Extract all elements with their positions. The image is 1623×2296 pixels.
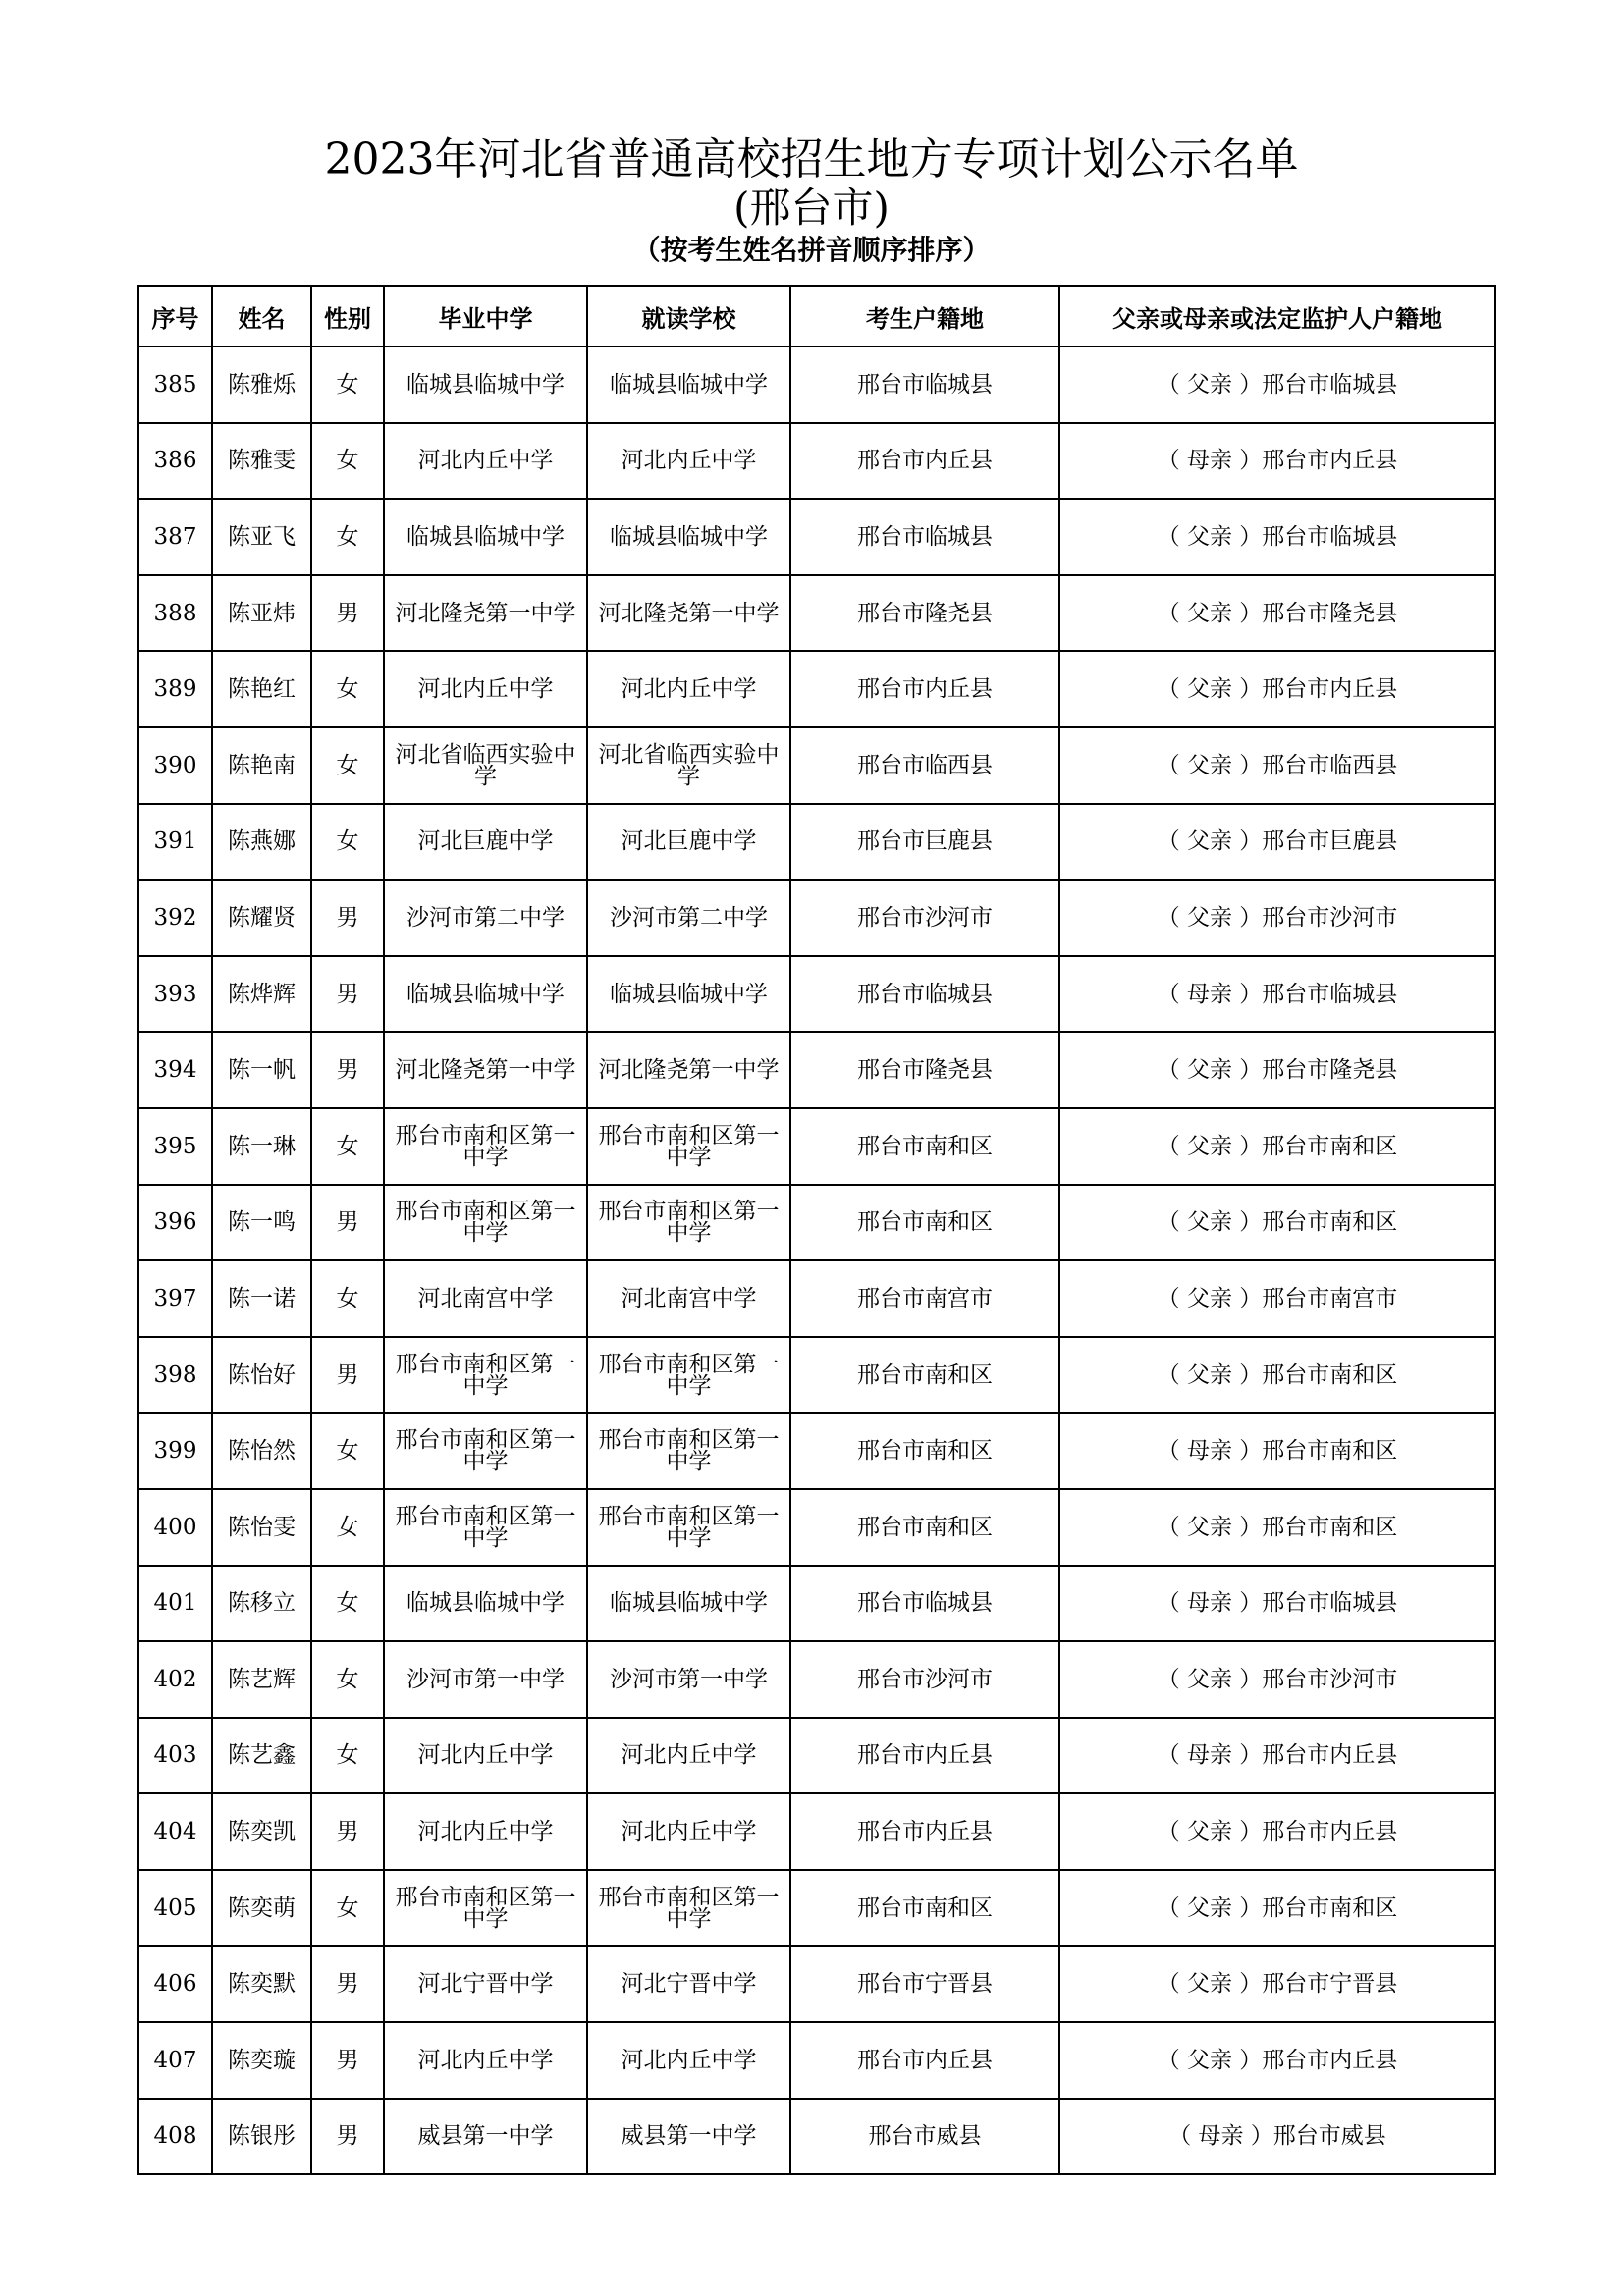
cell-seq: 405 bbox=[138, 1870, 212, 1947]
cell-hukou: 邢台市南和区 bbox=[790, 1337, 1059, 1414]
cell-guardian-hukou: （ 母亲 ）邢台市威县 bbox=[1059, 2099, 1495, 2175]
cell-guardian-hukou: （ 父亲 ）邢台市临西县 bbox=[1059, 727, 1495, 804]
cell-name: 陈一诺 bbox=[212, 1260, 311, 1337]
cell-seq: 385 bbox=[138, 347, 212, 423]
roster-table bbox=[137, 285, 1496, 2175]
cell-name: 陈一鸣 bbox=[212, 1185, 311, 1261]
cell-hukou: 邢台市沙河市 bbox=[790, 1641, 1059, 1718]
cell-gender: 男 bbox=[311, 1946, 384, 2022]
cell-seq: 400 bbox=[138, 1489, 212, 1566]
cell-gender: 女 bbox=[311, 1870, 384, 1947]
cell-grad-school: 威县第一中学 bbox=[384, 2099, 587, 2175]
cell-hukou: 邢台市内丘县 bbox=[790, 651, 1059, 727]
cell-hukou: 邢台市内丘县 bbox=[790, 2022, 1059, 2099]
table-row bbox=[138, 804, 1495, 881]
cell-current-school: 邢台市南和区第一中学 bbox=[587, 1489, 790, 1566]
table-row bbox=[138, 1566, 1495, 1642]
cell-grad-school: 河北内丘中学 bbox=[384, 423, 587, 500]
cell-gender: 女 bbox=[311, 1108, 384, 1185]
cell-guardian-hukou: （ 父亲 ）邢台市隆尧县 bbox=[1059, 1032, 1495, 1108]
cell-hukou: 邢台市南和区 bbox=[790, 1413, 1059, 1489]
cell-name: 陈艳红 bbox=[212, 651, 311, 727]
cell-gender: 男 bbox=[311, 1793, 384, 1870]
cell-current-school: 邢台市南和区第一中学 bbox=[587, 1185, 790, 1261]
cell-seq: 397 bbox=[138, 1260, 212, 1337]
cell-seq: 393 bbox=[138, 956, 212, 1033]
cell-guardian-hukou: （ 父亲 ）邢台市沙河市 bbox=[1059, 1641, 1495, 1718]
cell-name: 陈奕璇 bbox=[212, 2022, 311, 2099]
cell-hukou: 邢台市隆尧县 bbox=[790, 1032, 1059, 1108]
cell-guardian-hukou: （ 父亲 ）邢台市南和区 bbox=[1059, 1337, 1495, 1414]
cell-guardian-hukou: （ 父亲 ）邢台市南和区 bbox=[1059, 1108, 1495, 1185]
cell-hukou: 邢台市隆尧县 bbox=[790, 575, 1059, 652]
header-gender: 性别 bbox=[311, 286, 384, 347]
cell-seq: 389 bbox=[138, 651, 212, 727]
table-row bbox=[138, 880, 1495, 956]
cell-current-school: 河北隆尧第一中学 bbox=[587, 575, 790, 652]
cell-seq: 402 bbox=[138, 1641, 212, 1718]
cell-grad-school: 河北内丘中学 bbox=[384, 2022, 587, 2099]
cell-hukou: 邢台市内丘县 bbox=[790, 423, 1059, 500]
cell-gender: 男 bbox=[311, 2022, 384, 2099]
cell-gender: 女 bbox=[311, 1260, 384, 1337]
cell-grad-school: 河北隆尧第一中学 bbox=[384, 575, 587, 652]
cell-hukou: 邢台市宁晋县 bbox=[790, 1946, 1059, 2022]
cell-seq: 394 bbox=[138, 1032, 212, 1108]
cell-gender: 女 bbox=[311, 347, 384, 423]
cell-current-school: 临城县临城中学 bbox=[587, 1566, 790, 1642]
cell-name: 陈耀贤 bbox=[212, 880, 311, 956]
cell-guardian-hukou: （ 父亲 ）邢台市内丘县 bbox=[1059, 2022, 1495, 2099]
cell-current-school: 河北内丘中学 bbox=[587, 423, 790, 500]
table-header-row bbox=[138, 286, 1495, 347]
cell-current-school: 河北内丘中学 bbox=[587, 2022, 790, 2099]
table-row bbox=[138, 1489, 1495, 1566]
cell-name: 陈一琳 bbox=[212, 1108, 311, 1185]
cell-name: 陈艳南 bbox=[212, 727, 311, 804]
cell-hukou: 邢台市临城县 bbox=[790, 347, 1059, 423]
cell-hukou: 邢台市内丘县 bbox=[790, 1718, 1059, 1794]
cell-current-school: 沙河市第一中学 bbox=[587, 1641, 790, 1718]
cell-gender: 女 bbox=[311, 1566, 384, 1642]
cell-gender: 女 bbox=[311, 804, 384, 881]
cell-current-school: 河北内丘中学 bbox=[587, 651, 790, 727]
cell-name: 陈烨辉 bbox=[212, 956, 311, 1033]
cell-current-school: 邢台市南和区第一中学 bbox=[587, 1108, 790, 1185]
table-row bbox=[138, 1337, 1495, 1414]
cell-hukou: 邢台市临西县 bbox=[790, 727, 1059, 804]
cell-current-school: 邢台市南和区第一中学 bbox=[587, 1870, 790, 1947]
header-hukou: 考生户籍地 bbox=[790, 286, 1059, 347]
cell-hukou: 邢台市内丘县 bbox=[790, 1793, 1059, 1870]
table-row bbox=[138, 1260, 1495, 1337]
cell-grad-school: 河北省临西实验中学 bbox=[384, 727, 587, 804]
cell-gender: 女 bbox=[311, 1641, 384, 1718]
cell-current-school: 河北省临西实验中学 bbox=[587, 727, 790, 804]
cell-gender: 女 bbox=[311, 651, 384, 727]
cell-hukou: 邢台市南和区 bbox=[790, 1489, 1059, 1566]
cell-guardian-hukou: （ 父亲 ）邢台市临城县 bbox=[1059, 347, 1495, 423]
cell-hukou: 邢台市南和区 bbox=[790, 1185, 1059, 1261]
cell-name: 陈怡雯 bbox=[212, 1489, 311, 1566]
cell-grad-school: 邢台市南和区第一中学 bbox=[384, 1185, 587, 1261]
document-title: 2023年河北省普通高校招生地方专项计划公示名单 bbox=[324, 134, 1299, 185]
cell-grad-school: 沙河市第一中学 bbox=[384, 1641, 587, 1718]
cell-guardian-hukou: （ 父亲 ）邢台市巨鹿县 bbox=[1059, 804, 1495, 881]
cell-guardian-hukou: （ 父亲 ）邢台市内丘县 bbox=[1059, 651, 1495, 727]
cell-name: 陈燕娜 bbox=[212, 804, 311, 881]
cell-seq: 396 bbox=[138, 1185, 212, 1261]
cell-hukou: 邢台市南宫市 bbox=[790, 1260, 1059, 1337]
cell-gender: 女 bbox=[311, 499, 384, 575]
cell-current-school: 邢台市南和区第一中学 bbox=[587, 1413, 790, 1489]
document-subtitle: (邢台市) bbox=[733, 184, 890, 232]
cell-current-school: 河北内丘中学 bbox=[587, 1718, 790, 1794]
cell-guardian-hukou: （ 母亲 ）邢台市临城县 bbox=[1059, 1566, 1495, 1642]
table-row bbox=[138, 499, 1495, 575]
cell-current-school: 河北巨鹿中学 bbox=[587, 804, 790, 881]
table-row bbox=[138, 651, 1495, 727]
cell-current-school: 河北宁晋中学 bbox=[587, 1946, 790, 2022]
table-row bbox=[138, 1946, 1495, 2022]
table-row bbox=[138, 347, 1495, 423]
cell-name: 陈艺鑫 bbox=[212, 1718, 311, 1794]
cell-seq: 408 bbox=[138, 2099, 212, 2175]
table-row bbox=[138, 1185, 1495, 1261]
table-row bbox=[138, 1641, 1495, 1718]
cell-guardian-hukou: （ 父亲 ）邢台市宁晋县 bbox=[1059, 1946, 1495, 2022]
cell-current-school: 河北内丘中学 bbox=[587, 1793, 790, 1870]
table-row bbox=[138, 1718, 1495, 1794]
cell-gender: 女 bbox=[311, 727, 384, 804]
cell-guardian-hukou: （ 父亲 ）邢台市沙河市 bbox=[1059, 880, 1495, 956]
cell-grad-school: 临城县临城中学 bbox=[384, 956, 587, 1033]
cell-current-school: 临城县临城中学 bbox=[587, 347, 790, 423]
cell-seq: 406 bbox=[138, 1946, 212, 2022]
cell-grad-school: 邢台市南和区第一中学 bbox=[384, 1870, 587, 1947]
cell-hukou: 邢台市临城县 bbox=[790, 956, 1059, 1033]
cell-grad-school: 河北宁晋中学 bbox=[384, 1946, 587, 2022]
table-row bbox=[138, 1413, 1495, 1489]
header-guardian-hukou: 父亲或母亲或法定监护人户籍地 bbox=[1059, 286, 1495, 347]
cell-grad-school: 邢台市南和区第一中学 bbox=[384, 1337, 587, 1414]
table-row bbox=[138, 1108, 1495, 1185]
cell-seq: 403 bbox=[138, 1718, 212, 1794]
cell-grad-school: 临城县临城中学 bbox=[384, 347, 587, 423]
table-row bbox=[138, 1032, 1495, 1108]
cell-gender: 男 bbox=[311, 880, 384, 956]
cell-grad-school: 河北内丘中学 bbox=[384, 1793, 587, 1870]
table-row bbox=[138, 1793, 1495, 1870]
cell-grad-school: 邢台市南和区第一中学 bbox=[384, 1413, 587, 1489]
cell-gender: 女 bbox=[311, 1413, 384, 1489]
header-current-school: 就读学校 bbox=[587, 286, 790, 347]
cell-seq: 390 bbox=[138, 727, 212, 804]
cell-seq: 401 bbox=[138, 1566, 212, 1642]
cell-name: 陈雅雯 bbox=[212, 423, 311, 500]
cell-gender: 女 bbox=[311, 423, 384, 500]
header-name: 姓名 bbox=[212, 286, 311, 347]
cell-seq: 387 bbox=[138, 499, 212, 575]
cell-current-school: 临城县临城中学 bbox=[587, 499, 790, 575]
table-row bbox=[138, 423, 1495, 500]
cell-current-school: 河北隆尧第一中学 bbox=[587, 1032, 790, 1108]
cell-grad-school: 河北内丘中学 bbox=[384, 651, 587, 727]
cell-hukou: 邢台市巨鹿县 bbox=[790, 804, 1059, 881]
table-row bbox=[138, 2099, 1495, 2175]
cell-seq: 392 bbox=[138, 880, 212, 956]
table-row bbox=[138, 575, 1495, 652]
cell-guardian-hukou: （ 母亲 ）邢台市临城县 bbox=[1059, 956, 1495, 1033]
cell-name: 陈艺辉 bbox=[212, 1641, 311, 1718]
cell-seq: 398 bbox=[138, 1337, 212, 1414]
cell-gender: 女 bbox=[311, 1718, 384, 1794]
cell-current-school: 威县第一中学 bbox=[587, 2099, 790, 2175]
cell-gender: 女 bbox=[311, 1489, 384, 1566]
cell-guardian-hukou: （ 父亲 ）邢台市南宫市 bbox=[1059, 1260, 1495, 1337]
cell-grad-school: 河北南宫中学 bbox=[384, 1260, 587, 1337]
cell-seq: 386 bbox=[138, 423, 212, 500]
cell-name: 陈银彤 bbox=[212, 2099, 311, 2175]
cell-current-school: 邢台市南和区第一中学 bbox=[587, 1337, 790, 1414]
cell-grad-school: 邢台市南和区第一中学 bbox=[384, 1108, 587, 1185]
cell-hukou: 邢台市临城县 bbox=[790, 1566, 1059, 1642]
cell-grad-school: 临城县临城中学 bbox=[384, 499, 587, 575]
table-row bbox=[138, 1870, 1495, 1947]
cell-name: 陈雅烁 bbox=[212, 347, 311, 423]
cell-current-school: 河北南宫中学 bbox=[587, 1260, 790, 1337]
cell-seq: 388 bbox=[138, 575, 212, 652]
cell-hukou: 邢台市威县 bbox=[790, 2099, 1059, 2175]
cell-hukou: 邢台市南和区 bbox=[790, 1108, 1059, 1185]
cell-grad-school: 河北隆尧第一中学 bbox=[384, 1032, 587, 1108]
cell-guardian-hukou: （ 母亲 ）邢台市内丘县 bbox=[1059, 1718, 1495, 1794]
cell-name: 陈奕萌 bbox=[212, 1870, 311, 1947]
cell-hukou: 邢台市沙河市 bbox=[790, 880, 1059, 956]
cell-guardian-hukou: （ 父亲 ）邢台市隆尧县 bbox=[1059, 575, 1495, 652]
cell-seq: 404 bbox=[138, 1793, 212, 1870]
cell-grad-school: 邢台市南和区第一中学 bbox=[384, 1489, 587, 1566]
header-seq: 序号 bbox=[138, 286, 212, 347]
cell-gender: 男 bbox=[311, 2099, 384, 2175]
cell-gender: 男 bbox=[311, 575, 384, 652]
cell-name: 陈怡然 bbox=[212, 1413, 311, 1489]
header-grad-school: 毕业中学 bbox=[384, 286, 587, 347]
cell-guardian-hukou: （ 父亲 ）邢台市南和区 bbox=[1059, 1185, 1495, 1261]
table-row bbox=[138, 727, 1495, 804]
cell-guardian-hukou: （ 父亲 ）邢台市南和区 bbox=[1059, 1489, 1495, 1566]
cell-guardian-hukou: （ 母亲 ）邢台市内丘县 bbox=[1059, 423, 1495, 500]
cell-name: 陈奕默 bbox=[212, 1946, 311, 2022]
cell-name: 陈亚飞 bbox=[212, 499, 311, 575]
cell-gender: 男 bbox=[311, 1185, 384, 1261]
cell-current-school: 临城县临城中学 bbox=[587, 956, 790, 1033]
sort-note: （按考生姓名拼音顺序排序） bbox=[632, 234, 991, 266]
cell-grad-school: 河北内丘中学 bbox=[384, 1718, 587, 1794]
cell-hukou: 邢台市南和区 bbox=[790, 1870, 1059, 1947]
cell-seq: 391 bbox=[138, 804, 212, 881]
cell-seq: 407 bbox=[138, 2022, 212, 2099]
cell-guardian-hukou: （ 父亲 ）邢台市南和区 bbox=[1059, 1870, 1495, 1947]
cell-name: 陈奕凯 bbox=[212, 1793, 311, 1870]
cell-seq: 395 bbox=[138, 1108, 212, 1185]
cell-grad-school: 临城县临城中学 bbox=[384, 1566, 587, 1642]
cell-current-school: 沙河市第二中学 bbox=[587, 880, 790, 956]
cell-name: 陈怡好 bbox=[212, 1337, 311, 1414]
cell-name: 陈一帆 bbox=[212, 1032, 311, 1108]
cell-grad-school: 沙河市第二中学 bbox=[384, 880, 587, 956]
cell-guardian-hukou: （ 母亲 ）邢台市南和区 bbox=[1059, 1413, 1495, 1489]
cell-gender: 男 bbox=[311, 1032, 384, 1108]
cell-gender: 男 bbox=[311, 956, 384, 1033]
cell-name: 陈亚炜 bbox=[212, 575, 311, 652]
cell-seq: 399 bbox=[138, 1413, 212, 1489]
cell-hukou: 邢台市临城县 bbox=[790, 499, 1059, 575]
cell-gender: 男 bbox=[311, 1337, 384, 1414]
cell-guardian-hukou: （ 父亲 ）邢台市内丘县 bbox=[1059, 1793, 1495, 1870]
table-row bbox=[138, 2022, 1495, 2099]
cell-name: 陈移立 bbox=[212, 1566, 311, 1642]
cell-guardian-hukou: （ 父亲 ）邢台市临城县 bbox=[1059, 499, 1495, 575]
table-row bbox=[138, 956, 1495, 1033]
cell-grad-school: 河北巨鹿中学 bbox=[384, 804, 587, 881]
